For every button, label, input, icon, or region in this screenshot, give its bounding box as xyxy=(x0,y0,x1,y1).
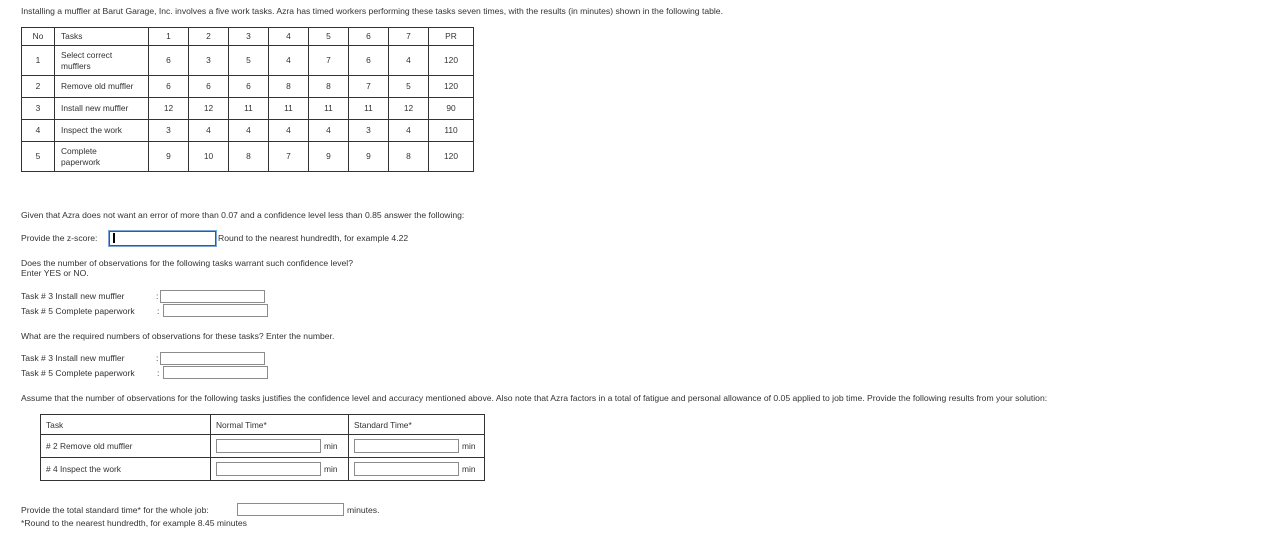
standard-time-cell xyxy=(349,435,485,458)
row-value: 10 xyxy=(189,142,229,172)
row-value: 9 xyxy=(309,142,349,172)
table-row xyxy=(41,458,485,481)
row-value: 4 xyxy=(269,46,309,76)
row-no: 3 xyxy=(22,98,55,120)
colon: : xyxy=(157,306,160,316)
warrant-question: Does the number of observations for the following tasks warrant such confidence level? xyxy=(21,258,353,268)
table-row xyxy=(22,142,474,172)
row-value: 4 xyxy=(229,120,269,142)
row-task: # 4 Inspect the work xyxy=(41,458,211,481)
row-value: 6 xyxy=(149,76,189,98)
header-no: No xyxy=(22,28,55,46)
warrant-task3-input[interactable] xyxy=(160,290,265,303)
row-no: 1 xyxy=(22,46,55,76)
header-obs-4: 4 xyxy=(269,28,309,46)
row-task: Install new muffler xyxy=(55,98,149,120)
warrant-instruction: Enter YES or NO. xyxy=(21,268,89,278)
normal-time-input-task2[interactable] xyxy=(216,439,321,453)
zscore-input[interactable] xyxy=(109,231,216,246)
header-obs-5: 5 xyxy=(309,28,349,46)
row-task: Select correct mufflers xyxy=(55,46,149,76)
row-value: 11 xyxy=(349,98,389,120)
unit-label: min xyxy=(462,441,476,451)
row-no: 5 xyxy=(22,142,55,172)
table-row xyxy=(22,120,474,142)
unit-label: min xyxy=(462,464,476,474)
row-value: 5 xyxy=(389,76,429,98)
row-pr: 120 xyxy=(429,46,474,76)
header-task: Task xyxy=(41,415,211,435)
normal-time-cell xyxy=(211,458,349,481)
header-standard-time: Standard Time* xyxy=(349,415,485,435)
standard-time-cell xyxy=(349,458,485,481)
colon: : xyxy=(156,353,159,363)
row-value: 11 xyxy=(269,98,309,120)
row-value: 6 xyxy=(349,46,389,76)
row-value: 3 xyxy=(189,46,229,76)
required-task3-input[interactable] xyxy=(160,352,265,365)
row-value: 3 xyxy=(349,120,389,142)
header-obs-7: 7 xyxy=(389,28,429,46)
row-value: 4 xyxy=(309,120,349,142)
row-value: 8 xyxy=(269,76,309,98)
row-value: 8 xyxy=(389,142,429,172)
header-tasks: Tasks xyxy=(55,28,149,46)
row-value: 7 xyxy=(309,46,349,76)
row-value: 3 xyxy=(149,120,189,142)
zscore-label: Provide the z-score: xyxy=(21,233,98,243)
standard-time-input-task4[interactable] xyxy=(354,462,459,476)
total-standard-time-input[interactable] xyxy=(237,503,344,516)
row-value: 4 xyxy=(189,120,229,142)
warrant-task5-input[interactable] xyxy=(163,304,268,317)
header-pr: PR xyxy=(429,28,474,46)
total-unit: minutes. xyxy=(347,505,380,515)
table-row xyxy=(22,46,474,76)
header-obs-3: 3 xyxy=(229,28,269,46)
rounding-footnote: *Round to the nearest hundredth, for example 8.45 minutes xyxy=(21,518,247,528)
assume-text: Assume that the number of observations for the following tasks justifies the confidence level and accuracy mentioned above. Also note that Azra factors in a total of fatigue and personal allowance of 0.05 applied to job time. Provide the following results from your solution: xyxy=(21,393,1048,403)
row-task: Complete paperwork xyxy=(55,142,149,172)
header-normal-time: Normal Time* xyxy=(211,415,349,435)
row-no: 4 xyxy=(22,120,55,142)
unit-label: min xyxy=(324,464,338,474)
required-task3-label: Task # 3 Install new muffler xyxy=(21,353,125,363)
row-value: 8 xyxy=(229,142,269,172)
zscore-hint: Round to the nearest hundredth, for example 4.22 xyxy=(218,233,409,243)
header-obs-1: 1 xyxy=(149,28,189,46)
row-value: 6 xyxy=(229,76,269,98)
given-text: Given that Azra does not want an error of more than 0.07 and a confidence level less than 0.85 answer the following: xyxy=(21,210,465,220)
table-row xyxy=(22,76,474,98)
required-task5-label: Task # 5 Complete paperwork xyxy=(21,368,135,378)
row-value: 4 xyxy=(389,120,429,142)
standard-time-table xyxy=(40,414,485,481)
table-row xyxy=(22,98,474,120)
header-obs-2: 2 xyxy=(189,28,229,46)
normal-time-input-task4[interactable] xyxy=(216,462,321,476)
row-value: 8 xyxy=(309,76,349,98)
unit-label: min xyxy=(324,441,338,451)
observations-table xyxy=(21,27,474,172)
row-value: 11 xyxy=(229,98,269,120)
row-pr: 120 xyxy=(429,76,474,98)
table-header-row xyxy=(41,415,485,435)
intro-text: Installing a muffler at Barut Garage, Inc. involves a five work tasks. Azra has timed workers performing these tasks seven times, with the results (in minutes) shown in the following table. xyxy=(21,6,723,16)
row-pr: 90 xyxy=(429,98,474,120)
row-value: 4 xyxy=(269,120,309,142)
row-task: Remove old muffler xyxy=(55,76,149,98)
table-header-row xyxy=(22,28,474,46)
row-value: 9 xyxy=(349,142,389,172)
row-value: 4 xyxy=(389,46,429,76)
row-pr: 110 xyxy=(429,120,474,142)
row-task: Inspect the work xyxy=(55,120,149,142)
table-row xyxy=(41,435,485,458)
required-task5-input[interactable] xyxy=(163,366,268,379)
row-value: 12 xyxy=(149,98,189,120)
standard-time-input-task2[interactable] xyxy=(354,439,459,453)
row-value: 6 xyxy=(149,46,189,76)
header-obs-6: 6 xyxy=(349,28,389,46)
required-question: What are the required numbers of observations for these tasks? Enter the number. xyxy=(21,331,335,341)
row-value: 5 xyxy=(229,46,269,76)
colon: : xyxy=(157,368,160,378)
colon: : xyxy=(156,291,159,301)
warrant-task5-label: Task # 5 Complete paperwork xyxy=(21,306,135,316)
row-value: 11 xyxy=(309,98,349,120)
row-value: 12 xyxy=(389,98,429,120)
normal-time-cell xyxy=(211,435,349,458)
row-no: 2 xyxy=(22,76,55,98)
row-value: 9 xyxy=(149,142,189,172)
warrant-task3-label: Task # 3 Install new muffler xyxy=(21,291,125,301)
row-pr: 120 xyxy=(429,142,474,172)
row-value: 6 xyxy=(189,76,229,98)
row-value: 12 xyxy=(189,98,229,120)
row-value: 7 xyxy=(349,76,389,98)
row-value: 7 xyxy=(269,142,309,172)
row-task: # 2 Remove old muffler xyxy=(41,435,211,458)
text-cursor xyxy=(113,233,115,243)
total-label: Provide the total standard time* for the whole job: xyxy=(21,505,209,515)
